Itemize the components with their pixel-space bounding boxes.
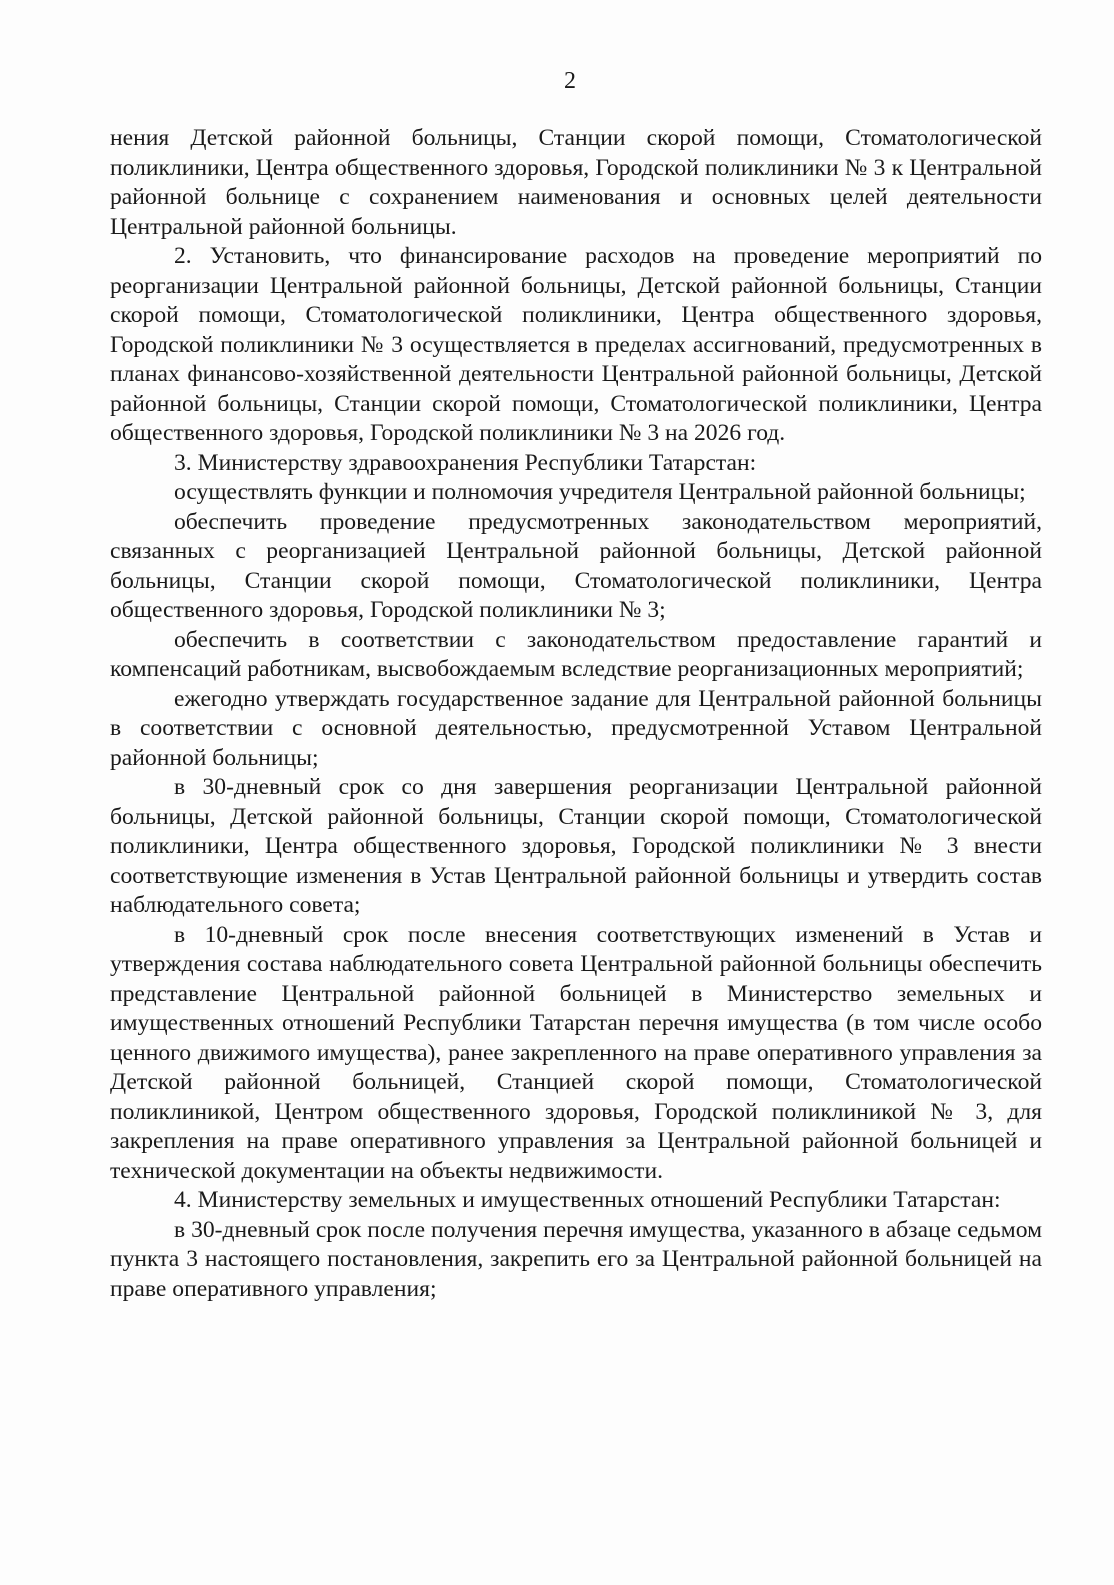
paragraph-3: осуществлять функции и полномочия учредителя Центральной районной больницы; xyxy=(174,479,1026,505)
paragraph-1: 2. Установить, что финансирование расходов на проведение мероприятий по реорганизации Центральной районной больницы, Детской районной больницы, Станции скорой помощи, Стоматологической поликлиники, Центра общественного здоровья, Городской поликлиники № 3 осуществляется в пределах ассигнований, предусмотренных в планах финансово-хозяйственной деятельности Центральной районной больницы, Детской районной больницы, Станции скорой помощи, Стоматологической поликлиники, Центра общественного здоровья, Городской поликлиники № 3 на 2026 год. xyxy=(110,243,1042,446)
paragraph-5: обеспечить в соответствии с законодательством предоставление гарантий и компенсаций работникам, высвобождаемым вследствие реорганизационных мероприятий; xyxy=(110,626,1042,682)
paragraph-9: 4. Министерству земельных и имущественных отношений Республики Татарстан: xyxy=(174,1187,1001,1213)
paragraph-6: ежегодно утверждать государственное задание для Центральной районной больницы в соответствии с основной деятельностью, предусмотренной Уставом Центральной районной больницы; xyxy=(110,685,1042,771)
paragraph-4: обеспечить проведение предусмотренных законодательством мероприятий, связанных с реорганизацией Центральной районной больницы, Детской районной больницы, Станции скорой помощи, Стоматологической поликлиники, Центра общественного здоровья, Городской поликлиники № 3; xyxy=(110,508,1042,623)
paragraph-8: в 10-дневный срок после внесения соответствующих изменений в Устав и утверждения состава наблюдательного совета Центральной районной больницы обеспечить представление Центральной районной больницей в Министерство земельных и имущественных отношений Республики Татарстан перечня имущества (в том числе особо ценного движимого имущества), ранее закрепленного на праве оперативного управления за Детской районной больницей, Станцией скорой помощи, Стоматологической поликлиникой, Центром общественного здоровья, Городской поликлиникой № 3, для закрепления на праве оперативного управления за Центральной районной больницей и технической документации на объекты недвижимости. xyxy=(110,921,1042,1184)
document-body xyxy=(110,124,1042,1304)
paragraph-2: 3. Министерству здравоохранения Республики Татарстан: xyxy=(174,449,757,476)
paragraph-0: нения Детской районной больницы, Станции скорой помощи, Стоматологической поликлиники, Центра общественного здоровья, Городской поликлиники № 3 к Центральной районной больнице с сохранением наименования и основных целей деятельности Центральной районной больницы. xyxy=(110,125,1042,240)
page-number: 2 xyxy=(564,68,576,94)
paragraph-7: в 30-дневный срок со дня завершения реорганизации Центральной районной больницы, Детской районной больницы, Станции скорой помощи, Стоматологической поликлиники, Центра общественного здоровья, Городской поликлиники № 3 внести соответствующие изменения в Устав Центральной районной больницы и утвердить состав наблюдательного совета; xyxy=(110,774,1042,918)
paragraph-10: в 30-дневный срок после получения перечня имущества, указанного в абзаце седьмом пункта 3 настоящего постановления, закрепить его за Центральной районной больницей на праве оперативного управления; xyxy=(110,1216,1042,1302)
